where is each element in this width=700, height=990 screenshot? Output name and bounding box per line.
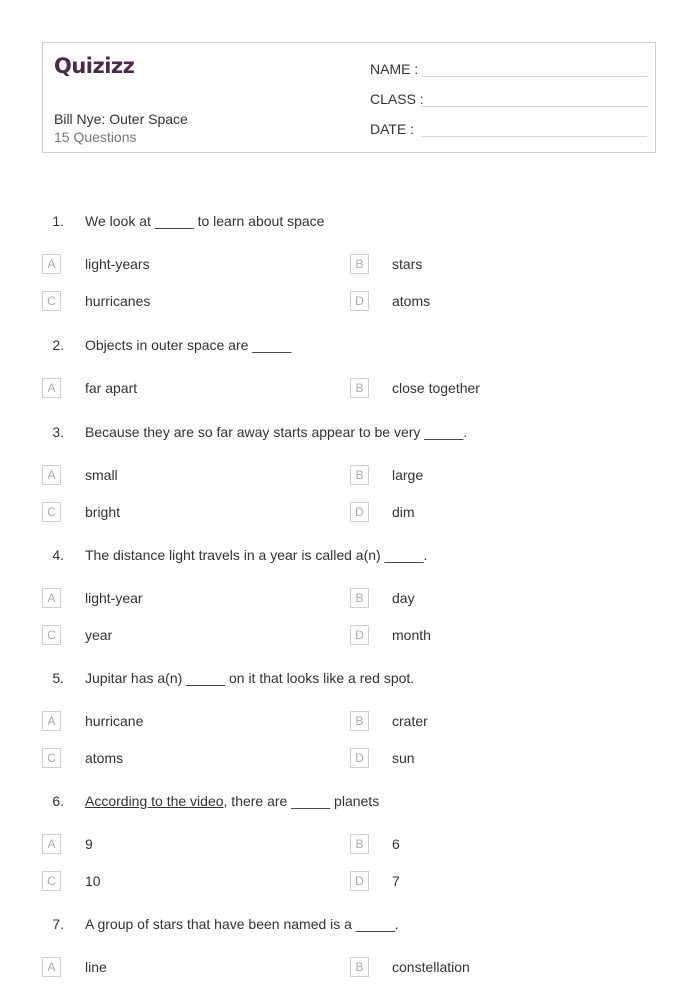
option-letter-box[interactable]: D (350, 502, 369, 522)
option-letter-box[interactable]: A (42, 254, 61, 274)
option-text[interactable]: atoms (392, 293, 431, 309)
option-text[interactable]: crater (392, 713, 428, 729)
option-letter-box[interactable]: B (350, 465, 369, 485)
name-label: NAME : (370, 61, 419, 77)
option-text[interactable]: 6 (392, 836, 400, 852)
option-letter-box[interactable]: C (42, 625, 61, 645)
option-text[interactable]: 7 (392, 873, 400, 889)
option-text[interactable]: dim (392, 504, 415, 520)
option-letter-box[interactable]: B (350, 957, 369, 977)
option-letter-box[interactable]: C (42, 291, 61, 311)
question-number: 3. (52, 424, 64, 440)
option-letter-box[interactable]: B (350, 834, 369, 854)
option-letter-box[interactable]: A (42, 588, 61, 608)
question-number: 7. (52, 916, 64, 932)
question-text: Because they are so far away starts appear to be very _____. (85, 424, 468, 440)
question-text (85, 793, 379, 809)
worksheet-title: Bill Nye: Outer Space (54, 111, 188, 127)
option-letter-box[interactable]: D (350, 871, 369, 891)
date-label: DATE : (370, 121, 415, 137)
option-letter-box[interactable]: C (42, 748, 61, 768)
option-letter-box[interactable]: B (350, 254, 369, 274)
question-text: Objects in outer space are _____ (85, 337, 292, 353)
quizizz-logo: Quizizz (54, 54, 135, 78)
option-letter-box[interactable]: D (350, 625, 369, 645)
option-letter-box[interactable]: A (42, 378, 61, 398)
question-text: A group of stars that have been named is a _____. (85, 916, 399, 932)
option-text[interactable]: light-year (85, 590, 143, 606)
question-text-rest: , there are _____ planets (223, 793, 380, 809)
question-number: 1. (52, 213, 64, 229)
option-text[interactable]: line (85, 959, 107, 975)
option-text[interactable]: far apart (85, 380, 138, 396)
question-count: 15 Questions (54, 129, 137, 145)
option-letter-box[interactable]: A (42, 957, 61, 977)
option-letter-box[interactable]: B (350, 588, 369, 608)
option-text[interactable]: light-years (85, 256, 150, 272)
option-text[interactable]: sun (392, 750, 415, 766)
class-label: CLASS : (370, 91, 424, 107)
option-text[interactable]: small (85, 467, 118, 483)
option-text[interactable]: atoms (85, 750, 124, 766)
option-text[interactable]: day (392, 590, 415, 606)
option-letter-box[interactable]: C (42, 502, 61, 522)
option-text[interactable]: 10 (85, 873, 101, 889)
question-number: 4. (52, 547, 64, 563)
option-text[interactable]: year (85, 627, 113, 643)
question-number: 5. (52, 670, 64, 686)
question-number: 2. (52, 337, 64, 353)
option-letter-box[interactable]: D (350, 748, 369, 768)
question-link[interactable]: According to the video (85, 793, 224, 809)
option-text[interactable]: hurricanes (85, 293, 151, 309)
option-letter-box[interactable]: B (350, 711, 369, 731)
option-letter-box[interactable]: A (42, 711, 61, 731)
option-letter-box[interactable]: A (42, 834, 61, 854)
option-text[interactable]: large (392, 467, 424, 483)
option-letter-box[interactable]: B (350, 378, 369, 398)
option-text[interactable]: bright (85, 504, 121, 520)
option-letter-box[interactable]: A (42, 465, 61, 485)
question-number: 6. (52, 793, 64, 809)
option-text[interactable]: month (392, 627, 431, 643)
question-text: Jupitar has a(n) _____ on it that looks like a red spot. (85, 670, 415, 686)
question-text: The distance light travels in a year is called a(n) _____. (85, 547, 428, 563)
option-letter-box[interactable]: C (42, 871, 61, 891)
option-text[interactable]: close together (392, 380, 480, 396)
option-letter-box[interactable]: D (350, 291, 369, 311)
option-text[interactable]: stars (392, 256, 423, 272)
option-text[interactable]: 9 (85, 836, 93, 852)
option-text[interactable]: hurricane (85, 713, 144, 729)
option-text[interactable]: constellation (392, 959, 470, 975)
question-text: We look at _____ to learn about space (85, 213, 325, 229)
